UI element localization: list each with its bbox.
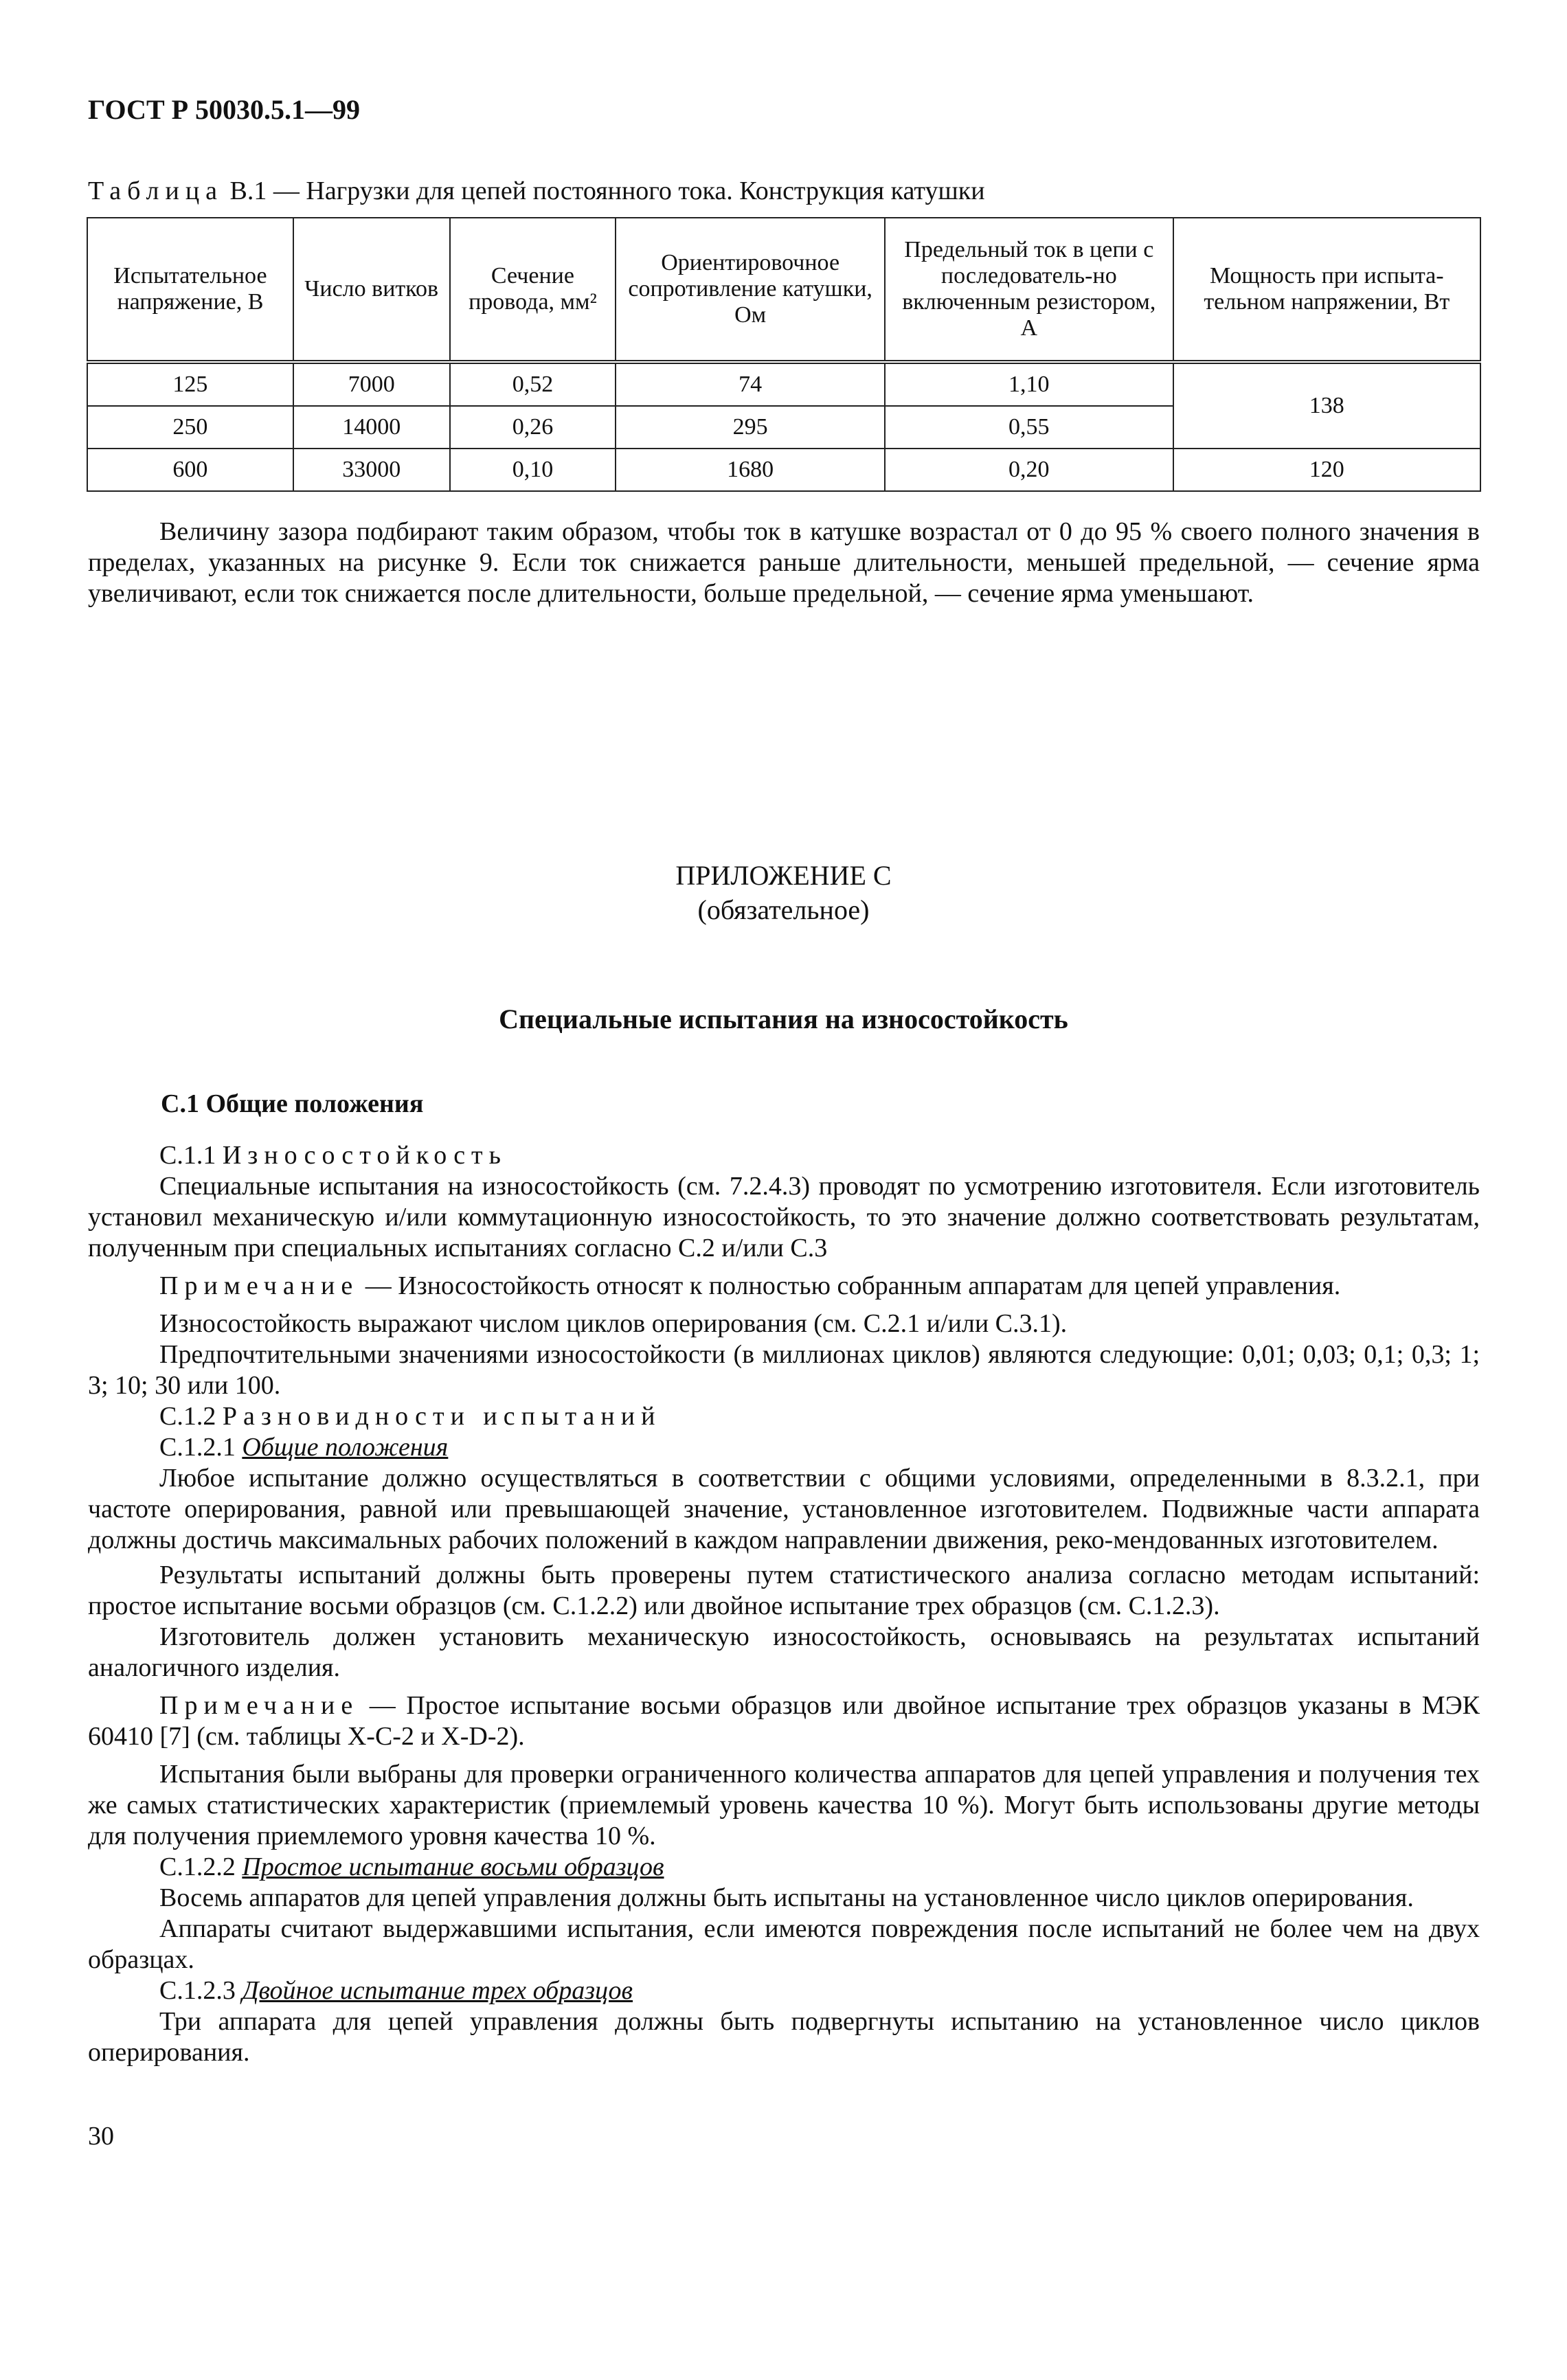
paragraph: Испытания были выбраны для проверки ограниченного количества аппаратов для цепей управления и получения тех же самых статистических характеристик (приемлемый уровень качества 10 %). Могут быть использованы другие методы для получения приемлемого уровня качества 10 %. (88, 1760, 1480, 1850)
table-cell: 125 (87, 362, 293, 406)
load-table (87, 217, 1481, 492)
clause-title: Износостойкость (222, 1141, 507, 1170)
clause-title: Двойное испытание трех образцов (242, 1976, 633, 2005)
paragraph: Три аппарата для цепей управления должны быть подвергнуты испытанию на установленное число циклов оперирования. (88, 2007, 1480, 2067)
clause-number: С.1.1 (159, 1141, 216, 1170)
table-caption-label: Таблица (88, 177, 224, 205)
clause-heading-c122 (88, 1852, 1480, 1883)
clause-heading-c11 (88, 1140, 1480, 1171)
clause-title: Простое испытание восьми образцов (242, 1852, 664, 1881)
main-content (88, 1140, 1480, 2068)
table-cell: 74 (616, 362, 885, 406)
subsection-title: С.1 Общие положения (161, 1089, 424, 1118)
note (88, 1690, 1480, 1752)
table-header-cell: Испытательное напряжение, В (87, 218, 293, 362)
page-number: 30 (88, 2122, 114, 2151)
clause-title: Разновидности испытаний (222, 1402, 662, 1431)
table-cell: 0,10 (450, 449, 616, 491)
table-header-cell: Ориентировочное сопротивление катушки, Ом (616, 218, 885, 362)
table-header-cell: Число витков (293, 218, 450, 362)
note-text: — Простое испытание восьми образцов или двойное испытание трех образцов указаны в МЭК 60410 [7] (см. таблицы X-C-2 и X-D-2). (88, 1691, 1480, 1751)
table-cell: 120 (1173, 449, 1480, 491)
paragraph: Аппараты считают выдержавшими испытания, если имеются повреждения после испытаний не более чем на двух образцах. (88, 1914, 1480, 1974)
paragraph: Предпочтительными значениями износостойкости (в миллионах циклов) являются следующие: 0,01; 0,03; 0,1; 0,3; 1; 3; 10; 30 или 100. (88, 1340, 1480, 1400)
table-cell: 7000 (293, 362, 450, 406)
intro-section (88, 517, 1480, 609)
clause-number: С.1.2.3 (159, 1976, 236, 2005)
table-cell: 14000 (293, 406, 450, 449)
table-cell: 295 (616, 406, 885, 449)
paragraph: Специальные испытания на износостойкость (см. 7.2.4.3) проводят по усмотрению изготовителя. Если изготовитель установил механическую и/или коммутационную износостойкость, то это значение должно соответствовать результатам, полученным при специальных испытаниях согласно С.2 и/или С.3 (88, 1172, 1480, 1262)
note-text: — Износостойкость относят к полностью собранным аппаратам для цепей управления. (359, 1271, 1341, 1300)
paragraph: Результаты испытаний должны быть проверены путем статистического анализа согласно методам испытаний: простое испытание восьми образцов (см. С.1.2.2) или двойное испытание трех образцов (см. С.1.2.3). (88, 1561, 1480, 1620)
clause-number: С.1.2.1 (159, 1433, 236, 1462)
table-cell: 0,55 (885, 406, 1173, 449)
paragraph: Любое испытание должно осуществляться в соответствии с общими условиями, определенными в 8.3.2.1, при частоте оперирования, равной или превышающей значение, установленное изготовителем. Подвижные части аппарата должны достичь максимальных рабочих положений в каждом направлении движения, реко-мендованных изготовителем. (88, 1464, 1480, 1554)
clause-title: Общие положения (242, 1433, 449, 1462)
note (88, 1271, 1480, 1302)
annex-title: ПРИЛОЖЕНИЕ С (675, 860, 892, 891)
table-cell: 1680 (616, 449, 885, 491)
table-header-cell: Предельный ток в цепи с последователь-но включенным резистором, А (885, 218, 1173, 362)
table-header-row (87, 218, 1480, 362)
table-cell: 600 (87, 449, 293, 491)
table-cell: 1,10 (885, 362, 1173, 406)
clause-heading-c12 (88, 1401, 1480, 1432)
clause-number: С.1.2 (159, 1402, 216, 1431)
note-label: Примечание (159, 1271, 359, 1300)
clause-number: С.1.2.2 (159, 1852, 236, 1881)
table-caption-text: В.1 — Нагрузки для цепей постоянного тока. Конструкция катушки (223, 177, 985, 205)
table-cell: 0,20 (885, 449, 1173, 491)
note-label: Примечание (159, 1691, 359, 1720)
annex-heading (0, 859, 1567, 927)
table-row (87, 362, 1480, 406)
table-caption (88, 176, 985, 206)
annex-subtitle: (обязательное) (697, 894, 870, 925)
document-header: ГОСТ Р 50030.5.1—99 (88, 94, 361, 125)
paragraph: Изготовитель должен установить механическую износостойкость, основываясь на результатах испытаний аналогичного изделия. (88, 1622, 1480, 1682)
paragraph: Износостойкость выражают числом циклов оперирования (см. С.2.1 и/или С.3.1). (159, 1309, 1068, 1338)
table-row (87, 449, 1480, 491)
clause-heading-c121 (88, 1432, 1480, 1463)
intro-paragraph: Величину зазора подбирают таким образом, чтобы ток в катушке возрастал от 0 до 95 % своего полного значения в пределах, указанных на рисунке 9. Если ток снижается раньше длительности, меньшей предельной, — сечение ярма увеличивают, если ток снижается после длительности, больше предельной, — сечение ярма уменьшают. (88, 517, 1480, 608)
section-title: Специальные испытания на износостойкость (499, 1004, 1068, 1034)
table-header-cell: Сечение провода, мм² (450, 218, 616, 362)
table-cell: 0,52 (450, 362, 616, 406)
table-cell: 250 (87, 406, 293, 449)
clause-heading-c123 (88, 1975, 1480, 2006)
table-cell: 33000 (293, 449, 450, 491)
table-header-cell: Мощность при испыта-тельном напряжении, Вт (1173, 218, 1480, 362)
paragraph: Восемь аппаратов для цепей управления должны быть испытаны на установленное число циклов оперирования. (159, 1883, 1414, 1912)
table-cell: 0,26 (450, 406, 616, 449)
table-cell-merged: 138 (1173, 362, 1480, 449)
